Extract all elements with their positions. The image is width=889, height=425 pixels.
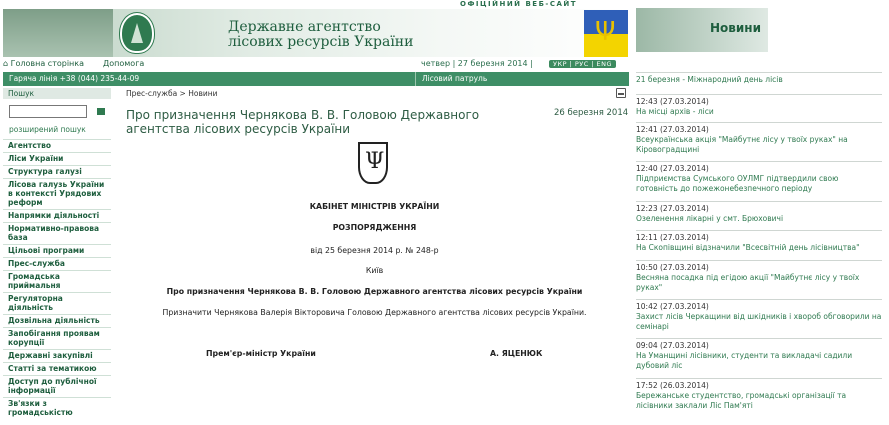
sidebar-item[interactable]: Державні закупівлі [3,349,111,362]
news-heading: Новини [710,21,761,35]
breadcrumb[interactable]: Прес-служба > Новини [126,89,218,98]
home-link[interactable]: ⌂ Головна сторінка [3,59,85,68]
doc-sign-name: А. ЯЦЕНЮК [490,349,543,358]
sidebar-item[interactable]: Запобігання проявам корупції [3,327,111,349]
ukraine-flag-icon [584,10,628,57]
advanced-search-link[interactable]: розширений пошук [9,125,86,134]
doc-org: КАБІНЕТ МІНІСТРІВ УКРАЇНИ [309,202,440,211]
news-item[interactable]: 10:42 (27.03.2014) Захист лісів Черкащини від шкідників і хвороб обговорили на семінарі [636,299,882,332]
sidebar-item[interactable]: Зв'язки з громадськістю [3,397,111,419]
article [120,86,629,425]
doc-subject: Про призначення Чернякова В. В. Головою Державного агентства лісових ресурсів України [166,287,583,296]
help-link[interactable]: Допомога [103,59,145,68]
article-date: 26 березня 2014 [554,108,629,118]
news-item[interactable]: 12:41 (27.03.2014) Всеукраїнська акція "Майбутнє лісу у твоїх руках" на Кіровоградщині [636,122,882,155]
sidebar-item[interactable]: Ліси України [3,152,111,165]
hotline-text: Гаряча лінія +38 (044) 235-44-09 [9,74,140,83]
language-switch[interactable]: УКР | РУС | ENG [549,60,616,68]
sidebar-item[interactable]: Агентство [3,139,111,152]
news-column [636,0,889,425]
trident-icon: Ψ [595,17,616,47]
current-date: четвер | 27 березня 2014 | [421,59,533,68]
sidebar-item[interactable]: Напрямки діяльності [3,209,111,222]
agency-emblem-icon[interactable] [120,13,154,53]
sidebar-item[interactable]: Громадська приймальня [3,270,111,292]
doc-number: від 25 березня 2014 р. № 248-р [310,246,439,255]
news-item[interactable]: 17:52 (26.03.2014) Бережанське студентство, громадські організації та лісівники заклали Ліс Пам'яті [636,378,882,411]
news-item[interactable]: 10:50 (27.03.2014) Весняна посадка під егідою акції "Майбутнє лісу у твоїх руках" [636,260,882,293]
sidebar-item[interactable]: Доступ до публічної інформації [3,375,111,397]
top-nav [0,57,629,71]
print-icon[interactable] [616,88,626,98]
search-heading: Пошук [3,88,111,99]
doc-sign-title: Прем'єр-міністр України [206,349,316,358]
site-title-line1: Державне агентство [228,19,381,35]
site-title[interactable] [228,20,413,50]
sidebar-item[interactable]: Дозвільна діяльність [3,314,111,327]
doc-city: Київ [365,266,384,275]
news-item[interactable]: 12:11 (27.03.2014) На Скопівщині відзначили "Всесвітній день лісівництва" [636,230,882,253]
sidebar-item[interactable]: Нормативно-правова база [3,222,111,244]
doc-kind: РОЗПОРЯДЖЕННЯ [332,223,417,232]
sidebar-item[interactable]: Структура галузі [3,165,111,178]
news-item[interactable]: 12:40 (27.03.2014) Підприємства Сумського ОУЛМГ підтвердили свою готовність до пожежонебезпечного періоду [636,161,882,194]
search-go-icon[interactable] [97,108,105,115]
official-site-label: ОФІЦІЙНИЙ ВЕБ-САЙТ [460,0,578,8]
forest-patrol-link[interactable]: Лісовий патруль [415,72,493,86]
news-item[interactable]: 12:23 (27.03.2014) Озеленення лікарні у смт. Брюховичі [636,201,882,224]
forest-image [3,9,113,57]
news-item[interactable]: 09:04 (27.03.2014) На Уманщині лісівники, студенти та викладачі садили дубовий ліс [636,338,882,371]
coat-of-arms-icon [358,142,388,184]
doc-body: Призначити Чернякова Валерія Вікторовича Головою Державного агентства лісових ресурсів України. [162,308,587,317]
news-item[interactable]: 12:43 (27.03.2014) На місці архів - ліси [636,94,882,117]
site-title-line2: лісових ресурсів України [228,34,414,50]
sidebar-item[interactable]: Регуляторна діяльність [3,292,111,314]
search-input[interactable] [9,105,87,118]
article-title: Про призначення Чернякова В. В. Головою Державного агентства лісових ресурсів України [126,108,480,136]
news-item[interactable]: 21 березня - Міжнародний день лісів [636,72,882,85]
sidebar-item[interactable]: Прес-служба [3,257,111,270]
sidebar-item[interactable]: Статті за тематикою [3,362,111,375]
sidebar [3,88,111,425]
news-header [636,8,768,52]
sidebar-item[interactable]: Цільові програми [3,244,111,257]
hotline-bar [3,72,629,86]
sidebar-item[interactable]: Лісова галузь України в контексті Урядових реформ [3,178,111,209]
sidebar-menu [3,139,111,419]
